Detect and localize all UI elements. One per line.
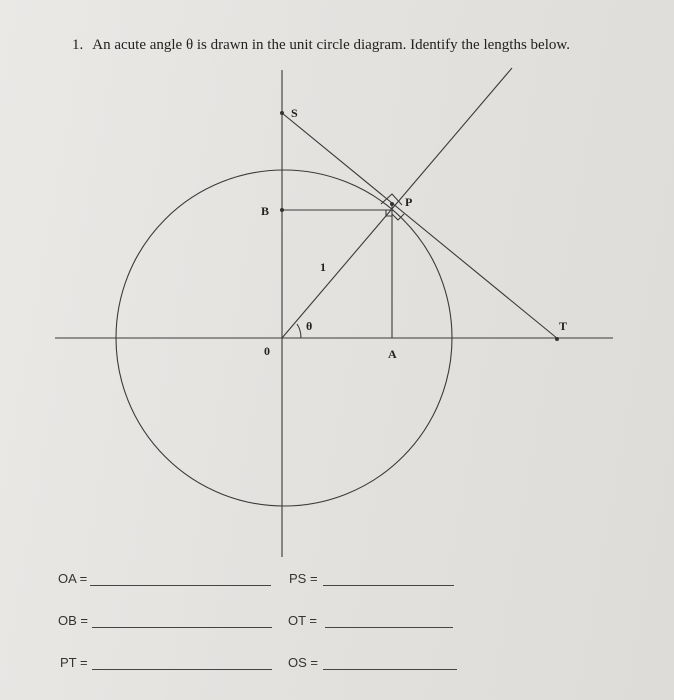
answer-label: OB = bbox=[58, 613, 88, 628]
label-b: B bbox=[261, 204, 270, 218]
point-b bbox=[280, 208, 284, 212]
answer-label: PS = bbox=[289, 571, 318, 586]
question-text: An acute angle θ is drawn in the unit circle diagram. Identify the lengths below. bbox=[92, 37, 570, 53]
label-theta: θ bbox=[306, 319, 313, 333]
theta-arc bbox=[297, 324, 301, 338]
answer-label: OT = bbox=[288, 613, 318, 628]
answer-blank[interactable] bbox=[323, 585, 454, 586]
answer-label: OS = bbox=[288, 655, 318, 670]
point-s bbox=[280, 111, 284, 115]
tangent-line bbox=[282, 113, 558, 339]
label-a: A bbox=[388, 347, 397, 361]
answer-blank[interactable] bbox=[325, 627, 453, 628]
answer-blank[interactable] bbox=[92, 627, 272, 628]
answer-label: PT = bbox=[60, 655, 88, 670]
label-p: P bbox=[405, 195, 413, 209]
question-number: 1. bbox=[72, 37, 84, 53]
answer-label: OA = bbox=[58, 571, 88, 586]
answer-blank[interactable] bbox=[92, 669, 272, 670]
point-p bbox=[390, 202, 394, 206]
label-t: T bbox=[559, 319, 568, 333]
terminal-ray bbox=[282, 68, 512, 338]
label-o: 0 bbox=[264, 344, 270, 358]
answer-blank[interactable] bbox=[90, 585, 271, 586]
label-one: 1 bbox=[320, 260, 326, 274]
label-s: S bbox=[291, 106, 298, 120]
answer-blank[interactable] bbox=[323, 669, 457, 670]
point-t bbox=[555, 337, 559, 341]
